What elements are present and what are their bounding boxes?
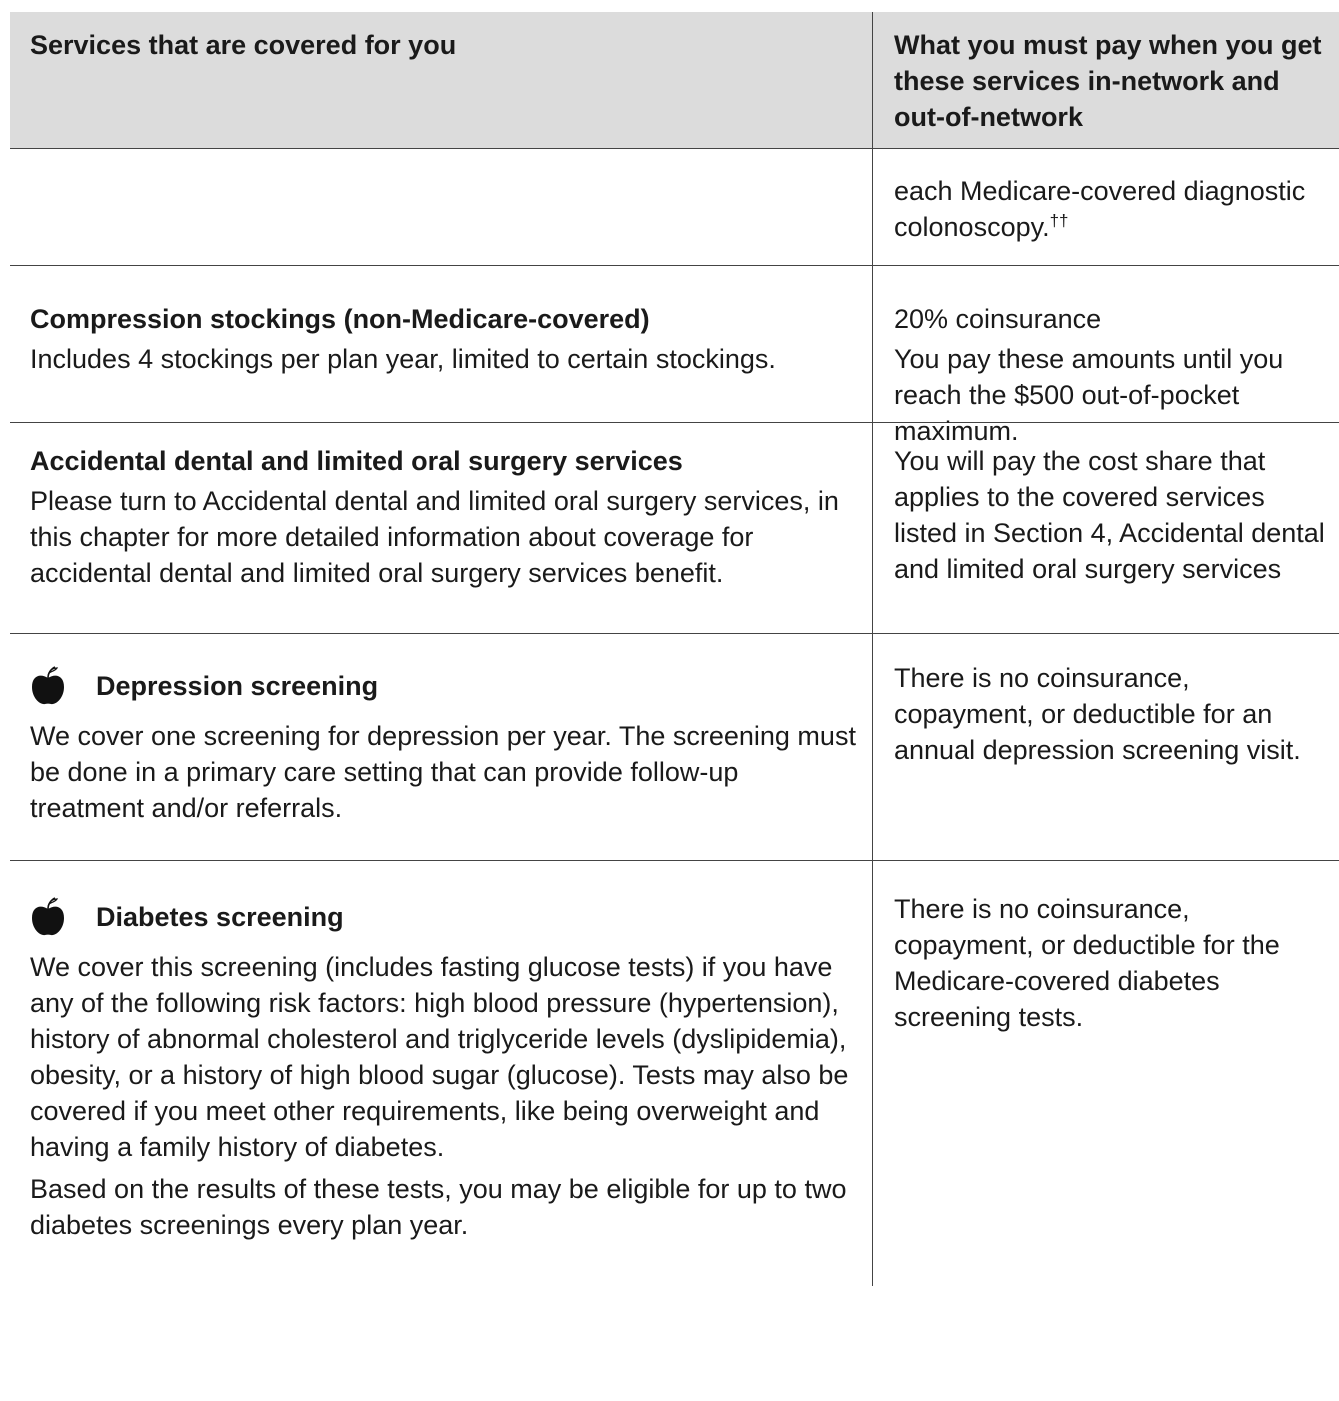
cost-text: 20% coinsurance	[894, 304, 1102, 334]
service-description: Includes 4 stockings per plan year, limited to certain stockings.	[30, 344, 776, 374]
service-description: We cover one screening for depression per year. The screening must be done in a primary care setting that can provide follow-up treatment and/or referrals.	[30, 721, 856, 823]
services-cell	[10, 861, 873, 1286]
service-title: Accidental dental and limited oral surgery services	[30, 446, 683, 476]
table-header-row	[10, 12, 1339, 149]
cost-text: There is no coinsurance, copayment, or deductible for the Medicare-covered diabetes screening tests.	[894, 894, 1280, 1032]
table-row	[10, 266, 1339, 446]
table-row	[10, 423, 1339, 634]
services-cell	[10, 634, 873, 860]
table-row	[10, 861, 1339, 1286]
cost-text: You will pay the cost share that applies to the covered services listed in Section 4, Accidental dental and limited oral surgery services	[894, 446, 1325, 584]
table-row	[10, 149, 1339, 266]
header-cost: What you must pay when you get these services in-network and out-of-network	[894, 30, 1322, 132]
cost-text: each Medicare-covered diagnostic colonoscopy.††	[894, 176, 1306, 242]
cost-text: There is no coinsurance, copayment, or deductible for an annual depression screening visit.	[894, 663, 1301, 765]
services-cell	[10, 149, 873, 265]
service-title: Compression stockings (non-Medicare-covered)	[30, 304, 650, 334]
cost-cell	[873, 634, 1339, 860]
footnote-marker: ††	[1049, 211, 1069, 230]
services-cell	[10, 423, 873, 633]
table-row	[10, 634, 1339, 861]
cost-cell	[873, 423, 1339, 633]
service-description: Please turn to Accidental dental and limited oral surgery services, in this chapter for more detailed information about coverage for accidental dental and limited oral surgery services benefit.	[30, 486, 839, 588]
service-title: Diabetes screening	[96, 902, 344, 932]
service-description-extra: Based on the results of these tests, you may be eligible for up to two diabetes screenings every plan year.	[30, 1174, 847, 1240]
cost-cell	[873, 861, 1339, 1286]
apple-icon	[30, 897, 66, 937]
cost-cell	[873, 149, 1339, 265]
services-cell	[10, 266, 873, 422]
cost-cell	[873, 266, 1339, 446]
service-description: We cover this screening (includes fasting glucose tests) if you have any of the following risk factors: high blood pressure (hypertension), history of abnormal cholesterol and triglyceride levels (dyslipidemia), obesity, or a history of high blood sugar (glucose). Tests may also be covered if you meet other requirements, like being overweight and having a family history of diabetes.	[30, 952, 849, 1162]
apple-icon	[30, 666, 66, 706]
header-services: Services that are covered for you	[10, 12, 873, 148]
service-title: Depression screening	[96, 671, 379, 701]
benefits-table	[10, 12, 1339, 1286]
cost-note: You pay these amounts until you reach the $500 out-of-pocket maximum.	[894, 344, 1284, 446]
